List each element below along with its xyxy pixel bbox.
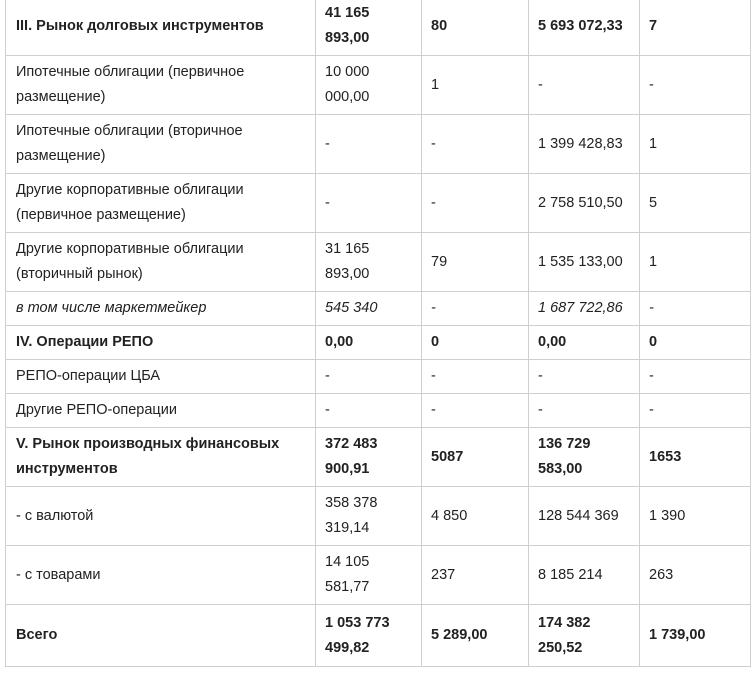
table-row [6, 428, 751, 487]
cell-volume-2: 1 399 428,83 [529, 115, 640, 174]
row-label: Другие корпоративные облигации (вторичный рынок) [6, 233, 316, 292]
cell-count-1: 80 [422, 0, 529, 56]
cell-volume-1: 31 165 893,00 [316, 233, 422, 292]
cell-volume-1: 41 165 893,00 [316, 0, 422, 56]
row-label: Ипотечные облигации (вторичное размещение) [6, 115, 316, 174]
cell-count-2: - [640, 360, 751, 394]
table-row [6, 0, 751, 56]
cell-volume-2: 136 729 583,00 [529, 428, 640, 487]
row-label: III. Рынок долговых инструментов [6, 0, 316, 56]
cell-volume-2: 1 687 722,86 [529, 292, 640, 326]
cell-count-2: 0 [640, 326, 751, 360]
cell-volume-2: 8 185 214 [529, 546, 640, 605]
row-label: V. Рынок производных финансовых инструментов [6, 428, 316, 487]
cell-count-1: 4 850 [422, 487, 529, 546]
row-label: IV. Операции РЕПО [6, 326, 316, 360]
table-row [6, 233, 751, 292]
row-label: Другие РЕПО-операции [6, 394, 316, 428]
table-row [6, 56, 751, 115]
row-label: РЕПО-операции ЦБА [6, 360, 316, 394]
cell-volume-2: - [529, 394, 640, 428]
cell-volume-1: 10 000 000,00 [316, 56, 422, 115]
cell-volume-1: - [316, 174, 422, 233]
cell-count-2: 1653 [640, 428, 751, 487]
cell-count-1: 5087 [422, 428, 529, 487]
row-label: - с валютой [6, 487, 316, 546]
row-label: - с товарами [6, 546, 316, 605]
cell-count-2: 263 [640, 546, 751, 605]
cell-volume-2: 5 693 072,33 [529, 0, 640, 56]
cell-count-2: 7 [640, 0, 751, 56]
table-row [6, 115, 751, 174]
cell-volume-2: 2 758 510,50 [529, 174, 640, 233]
cell-count-2: 1 739,00 [640, 605, 751, 667]
cell-count-2: - [640, 56, 751, 115]
cell-count-1: - [422, 115, 529, 174]
cell-count-1: 1 [422, 56, 529, 115]
row-label: в том числе маркетмейкер [6, 292, 316, 326]
table-row [6, 394, 751, 428]
cell-count-2: 1 [640, 115, 751, 174]
cell-count-2: 1 [640, 233, 751, 292]
cell-volume-1: - [316, 115, 422, 174]
cell-count-1: 5 289,00 [422, 605, 529, 667]
cell-count-2: - [640, 292, 751, 326]
cell-count-1: - [422, 174, 529, 233]
cell-volume-1: 0,00 [316, 326, 422, 360]
cell-volume-2: 0,00 [529, 326, 640, 360]
cell-volume-2: - [529, 360, 640, 394]
cell-count-2: - [640, 394, 751, 428]
table-row [6, 605, 751, 667]
cell-count-2: 5 [640, 174, 751, 233]
cell-volume-2: 174 382 250,52 [529, 605, 640, 667]
cell-count-1: 0 [422, 326, 529, 360]
cell-count-1: 79 [422, 233, 529, 292]
cell-volume-1: 14 105 581,77 [316, 546, 422, 605]
cell-volume-1: - [316, 394, 422, 428]
cell-volume-2: 128 544 369 [529, 487, 640, 546]
cell-volume-1: 358 378 319,14 [316, 487, 422, 546]
row-label: Другие корпоративные облигации (первичное размещение) [6, 174, 316, 233]
cell-volume-1: 545 340 [316, 292, 422, 326]
table-row [6, 292, 751, 326]
cell-count-1: - [422, 292, 529, 326]
cell-volume-1: - [316, 360, 422, 394]
table-row [6, 360, 751, 394]
cell-count-1: 237 [422, 546, 529, 605]
cell-volume-1: 372 483 900,91 [316, 428, 422, 487]
table-row [6, 487, 751, 546]
cell-volume-1: 1 053 773 499,82 [316, 605, 422, 667]
cell-volume-2: - [529, 56, 640, 115]
row-label: Ипотечные облигации (первичное размещение) [6, 56, 316, 115]
table-row [6, 546, 751, 605]
cell-count-1: - [422, 360, 529, 394]
table-row [6, 174, 751, 233]
cell-count-2: 1 390 [640, 487, 751, 546]
table-row [6, 326, 751, 360]
row-label: Всего [6, 605, 316, 667]
market-report-table [5, 0, 751, 667]
cell-count-1: - [422, 394, 529, 428]
cell-volume-2: 1 535 133,00 [529, 233, 640, 292]
